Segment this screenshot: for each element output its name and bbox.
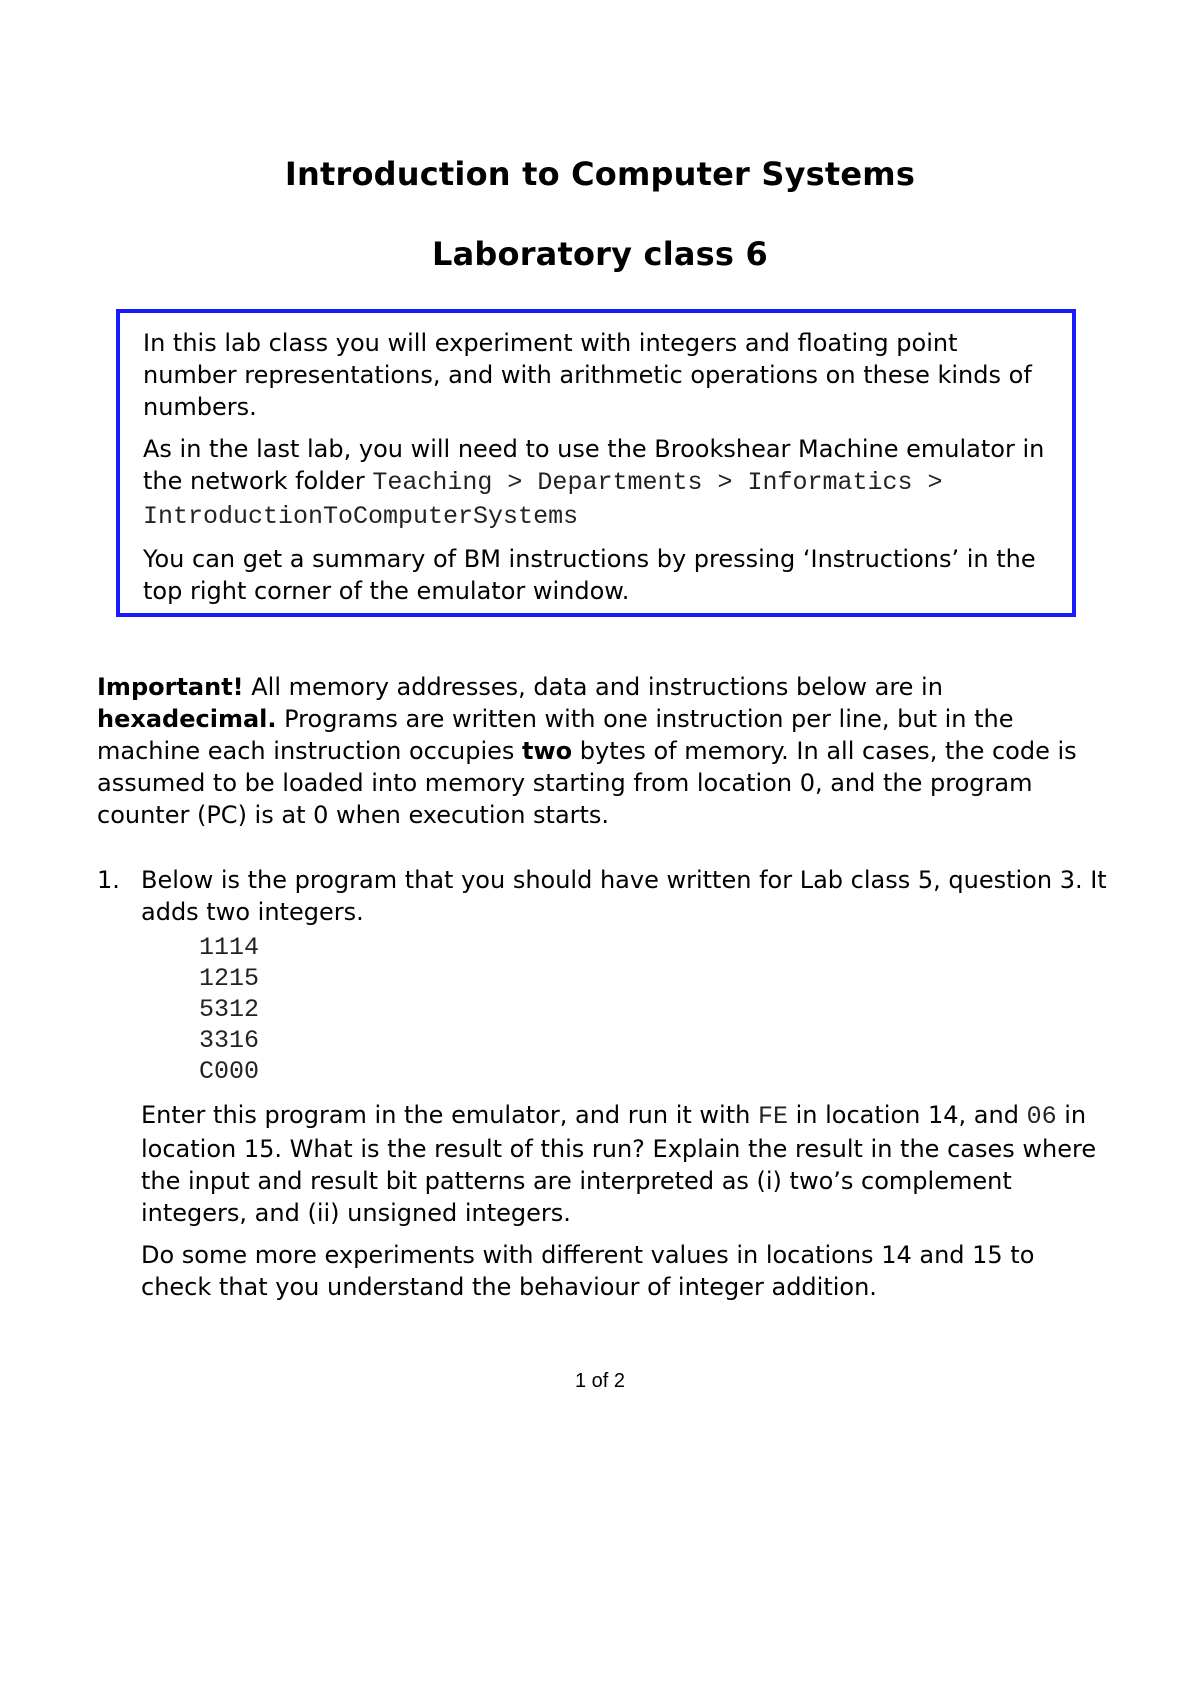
important-text-3: bytes of memory. In all cases, the code is assumed to be loaded into memory starting from location 0, and the program counter (PC) is at 0 when execution starts. — [97, 737, 1077, 829]
important-paragraph — [97, 671, 1107, 831]
important-note — [97, 671, 1107, 831]
code-line: 3316 — [199, 1026, 260, 1055]
question-body — [141, 864, 1107, 1303]
important-label: Important! — [97, 673, 244, 701]
question-text-b: in location 14, and — [787, 1101, 1027, 1129]
question-number: 1. — [97, 866, 120, 894]
value-fe: FE — [757, 1102, 788, 1131]
two-emphasis: two — [522, 737, 573, 765]
question-paragraph-1 — [141, 1099, 1107, 1229]
document-title: Introduction to Computer Systems — [284, 155, 916, 193]
question-text-a: Enter this program in the emulator, and run it with — [141, 1101, 758, 1129]
intro-paragraph-1: In this lab class you will experiment with integers and floating point number representations, and with arithmetic operations on these kinds of numbers. — [143, 329, 1032, 421]
question-intro: Below is the program that you should have written for Lab class 5, question 3. It adds two integers. — [141, 866, 1107, 926]
code-line: 5312 — [199, 995, 260, 1024]
value-06: 06 — [1026, 1102, 1057, 1131]
important-text-1: All memory addresses, data and instructions below are in — [243, 673, 943, 701]
code-line: C000 — [199, 1057, 260, 1086]
intro-paragraph-2-text: As in the last lab, you will need to use the Brookshear Machine emulator in the network folder — [143, 435, 1045, 495]
question-1 — [97, 864, 1107, 1303]
intro-paragraph-2 — [143, 433, 1052, 533]
intro-paragraph-3: You can get a summary of BM instructions by pressing ‘Instructions’ in the top right corner of the emulator window. — [143, 545, 1036, 605]
code-block — [199, 932, 1107, 1087]
code-line: 1114 — [199, 933, 260, 962]
question-text-c: in location 15. What is the result of this run? Explain the result in the cases where the input and result bit patterns are interpreted as (i) two’s complement integers, and (ii) unsigned integers. — [141, 1101, 1097, 1227]
page-number: 1 of 2 — [574, 1370, 626, 1392]
question-paragraph-2: Do some more experiments with different values in locations 14 and 15 to check that you understand the behaviour of integer addition. — [141, 1241, 1035, 1301]
hexadecimal-emphasis: hexadecimal. — [97, 705, 277, 733]
code-line: 1215 — [199, 964, 260, 993]
intro-box — [116, 309, 1076, 617]
important-text-2: Programs are written with one instruction per line, but in the machine each instruction occupies — [97, 705, 1014, 765]
network-folder-path: Teaching > Departments > Informatics > IntroductionToComputerSystems — [143, 468, 943, 531]
document-subtitle: Laboratory class 6 — [432, 235, 768, 273]
